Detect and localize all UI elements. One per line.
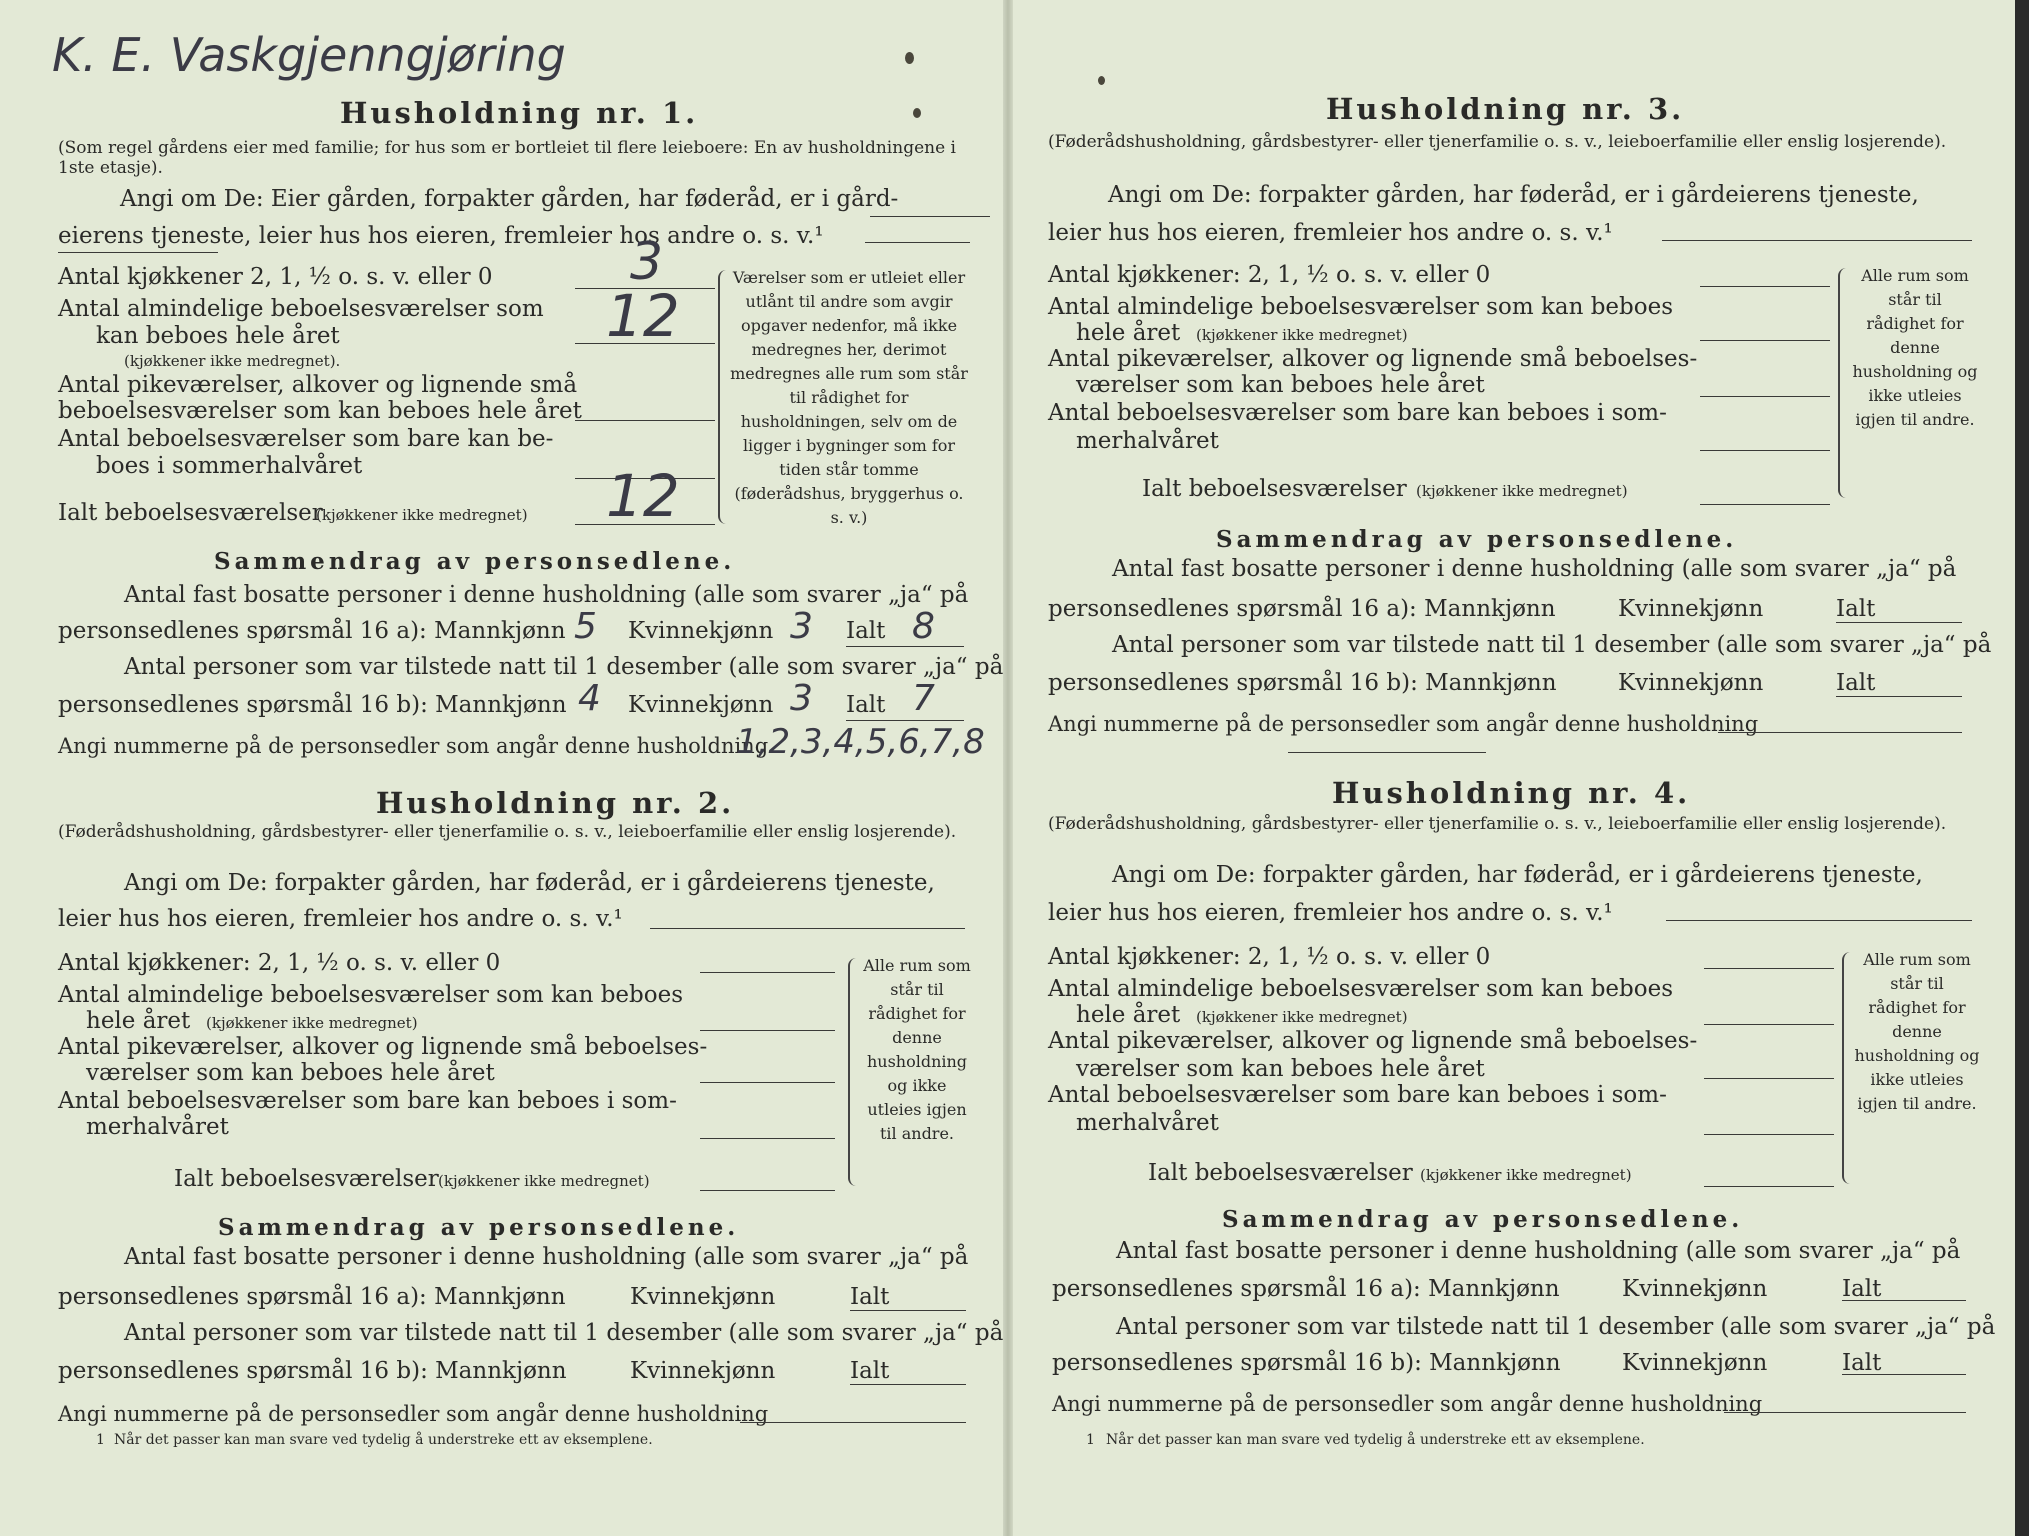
h2-fast-total-label: Ialt [850,1284,890,1310]
h3-present-female-label: Kvinnekjønn [1618,670,1764,696]
household-1-title: Husholdning nr. 1. [340,96,699,130]
h1-kitchens-label: Antal kjøkkener 2, 1, ½ o. s. v. eller 0 [58,264,493,290]
h1-side-note: Værelser som er utleiet eller utlånt til andre som avgir opgaver nedenfor, må ikke medregnes her, derimot medregnes alle rum som står til rådighet for husholdningen, selv om de ligger i bygninger som for tiden står tomme (føderådshus, bryggerhus o. s. v.) [730,268,968,527]
h3-total-label: Ialt beboelsesværelser [1142,476,1407,502]
h4-rooms-sub: (kjøkkener ikke medregnet) [1196,1008,1408,1026]
h1-summer-label-2: boes i sommerhalvåret [96,453,363,479]
h2-summary-title: Sammendrag av personsedlene. [218,1214,740,1241]
h1-present-line-2: personsedlenes spørsmål 16 b): Mannkjønn [58,692,567,718]
h3-rooms-line [1700,340,1830,341]
h1-total-sub: (kjøkkener ikke medregnet) [316,506,528,524]
h4-answer-line [1666,920,1972,921]
h2-rooms-label-1: Antal almindelige beboelsesværelser som kan beboes [58,982,684,1008]
household-2-intro: (Føderådshusholdning, gårdsbestyrer- eller tjenerfamilie o. s. v., leieboerfamilie eller enslig losjerende). [58,822,957,842]
h4-fast-total-label: Ialt [1842,1276,1882,1302]
h1-total-label: Ialt beboelsesværelser [58,500,323,526]
household-4-question-line-1: Angi om De: forpakter gården, har føderåd, er i gårdeierens tjeneste, [1112,862,1923,888]
brace [1842,952,1854,1184]
h3-rooms-label-2: hele året [1076,320,1181,346]
h4-rooms-line [1704,1024,1834,1025]
h1-present-total-line [846,720,964,721]
h3-kitchens-label: Antal kjøkkener: 2, 1, ½ o. s. v. eller 0 [1048,262,1491,288]
h3-summer-label-2: merhalvåret [1076,428,1219,454]
brace [1838,268,1850,498]
brace [718,270,730,524]
right-page [1012,0,2029,1536]
h4-rooms-label-1: Antal almindelige beboelsesværelser som kan beboes [1048,976,1674,1002]
h3-numbers-line [1718,732,1962,733]
h3-side-note: Alle rum som står til rådighet for denne husholdning og ikke utleies igjen til andre. [1852,266,1978,429]
household-1-intro: (Som regel gårdens eier med familie; for hus som er bortleiet til flere leieboere: En av husholdningene i 1ste etasje). [58,138,956,178]
underline-selected-answer [870,216,990,217]
household-2-question-line-1: Angi om De: forpakter gården, har føderåd, er i gårdeierens tjeneste, [124,870,935,896]
h4-small-rooms-label-2: værelser som kan beboes hele året [1076,1056,1485,1082]
h3-fast-line-1: Antal fast bosatte personer i denne husholdning (alle som svarer „ja“ på [1112,556,1957,582]
h3-present-line-2: personsedlenes spørsmål 16 b): Mannkjønn [1048,670,1557,696]
scan-edge [2015,0,2029,1536]
h3-small-rooms-line [1700,396,1830,397]
left-page [0,0,1005,1536]
h1-summer-label-1: Antal beboelsesværelser som bare kan be- [58,426,554,452]
h1-present-female-label: Kvinnekjønn [628,692,774,718]
h3-present-line-1: Antal personer som var tilstede natt til 1 desember (alle som svarer „ja“ på [1112,632,1992,658]
right-footnote: Når det passer kan man svare ved tydelig å understreke ett av eksemplene. [1106,1432,1645,1448]
h2-small-rooms-label-2: værelser som kan beboes hele året [86,1060,495,1086]
h2-present-total-label: Ialt [850,1358,890,1384]
h4-kitchens-label: Antal kjøkkener: 2, 1, ½ o. s. v. eller 0 [1048,944,1491,970]
h1-fast-female: 3 [790,606,813,647]
h2-fast-total-line [850,1310,966,1311]
h4-total-line [1704,1186,1834,1187]
household-4-question-line-2: leier hus hos eieren, fremleier hos andre o. s. v.¹ [1048,900,1613,926]
h1-present-male: 4 [578,678,601,719]
h2-kitchens-label: Antal kjøkkener: 2, 1, ½ o. s. v. eller 0 [58,950,501,976]
left-footnote: Når det passer kan man svare ved tydelig å understreke ett av eksemplene. [114,1432,653,1448]
h4-present-line-1: Antal personer som var tilstede natt til 1 desember (alle som svarer „ja“ på [1116,1314,1996,1340]
h2-numbers-label: Angi nummerne på de personsedler som angår denne husholdning [58,1402,769,1426]
h1-fast-total-line [846,646,964,647]
household-2-question-line-2: leier hus hos eieren, fremleier hos andre o. s. v.¹ [58,906,623,932]
brace [848,958,860,1186]
h4-present-total-label: Ialt [1842,1350,1882,1376]
h1-fast-total-label: Ialt [846,618,886,644]
h2-summer-line [700,1138,835,1139]
h1-fast-line-1: Antal fast bosatte personer i denne husholdning (alle som svarer „ja“ på [124,582,969,608]
h1-present-line-1: Antal personer som var tilstede natt til 1 desember (alle som svarer „ja“ på [124,654,1004,680]
h3-present-total-label: Ialt [1836,670,1876,696]
h2-small-rooms-label-1: Antal pikeværelser, alkover og lignende små beboelses- [58,1034,708,1060]
h3-small-rooms-label-1: Antal pikeværelser, alkover og lignende små beboelses- [1048,346,1698,372]
h1-kitchens-value: 3 [630,232,664,292]
h3-kitchens-line [1700,286,1830,287]
ink-spot [905,52,914,64]
ink-spot [913,108,921,118]
h1-fast-male: 5 [574,606,597,647]
h4-small-rooms-line [1704,1078,1834,1079]
h2-present-line-1: Antal personer som var tilstede natt til 1 desember (alle som svarer „ja“ på [124,1320,1004,1346]
h2-rooms-label-2: hele året [86,1008,191,1034]
h4-fast-female-label: Kvinnekjønn [1622,1276,1768,1302]
handwritten-annotation: K. E. Vaskgjenngjøring [52,28,566,82]
h3-fast-total-line [1836,622,1962,623]
h3-rooms-label-1: Antal almindelige beboelsesværelser som kan beboes [1048,294,1674,320]
h4-small-rooms-label-1: Antal pikeværelser, alkover og lignende små beboelses- [1048,1028,1698,1054]
h1-present-total: 7 [912,678,935,719]
h3-summary-title: Sammendrag av personsedlene. [1216,526,1738,553]
household-2-title: Husholdning nr. 2. [376,786,735,820]
h1-summary-title: Sammendrag av personsedlene. [214,548,736,575]
left-footnote-mark: 1 [96,1432,105,1448]
h1-rooms-label-2: kan beboes hele året [96,323,340,349]
ink-spot [1098,76,1105,85]
h2-present-line-2: personsedlenes spørsmål 16 b): Mannkjønn [58,1358,567,1384]
household-3-question-line-2: leier hus hos eieren, fremleier hos andre o. s. v.¹ [1048,220,1613,246]
h4-kitchens-line [1704,968,1834,969]
h4-present-female-label: Kvinnekjønn [1622,1350,1768,1376]
h1-fast-line-2: personsedlenes spørsmål 16 a): Mannkjønn [58,618,566,644]
h1-small-rooms-label-1: Antal pikeværelser, alkover og lignende små [58,372,578,398]
h2-rooms-line [700,1030,835,1031]
h2-present-female-label: Kvinnekjønn [630,1358,776,1384]
h2-total-sub: (kjøkkener ikke medregnet) [438,1172,650,1190]
h4-summer-label-2: merhalvåret [1076,1110,1219,1136]
h3-rooms-sub: (kjøkkener ikke medregnet) [1196,326,1408,344]
answer-line [865,242,970,243]
h4-present-total-line [1842,1374,1966,1375]
h3-fast-line-2: personsedlenes spørsmål 16 a): Mannkjønn [1048,596,1556,622]
h4-total-sub: (kjøkkener ikke medregnet) [1420,1166,1632,1184]
household-1-question-line-1: Angi om De: Eier gården, forpakter gården, har føderåd, er i gård- [120,186,899,212]
h4-numbers-label: Angi nummerne på de personsedler som angår denne husholdning [1052,1392,1763,1416]
h2-small-rooms-line [700,1082,835,1083]
h3-fast-total-label: Ialt [1836,596,1876,622]
household-3-question-line-1: Angi om De: forpakter gården, har føderåd, er i gårdeierens tjeneste, [1108,182,1919,208]
h4-rooms-label-2: hele året [1076,1002,1181,1028]
h1-fast-total: 8 [912,606,935,647]
h4-fast-total-line [1842,1300,1966,1301]
h4-summer-label-1: Antal beboelsesværelser som bare kan beboes i som- [1048,1082,1667,1108]
h2-fast-female-label: Kvinnekjønn [630,1284,776,1310]
underline-selected-answer [58,252,218,253]
household-3-title: Husholdning nr. 3. [1326,92,1685,126]
h2-fast-line-1: Antal fast bosatte personer i denne husholdning (alle som svarer „ja“ på [124,1244,969,1270]
h4-fast-line-1: Antal fast bosatte personer i denne husholdning (alle som svarer „ja“ på [1116,1238,1961,1264]
h3-numbers-label: Angi nummerne på de personsedler som angår denne husholdning [1048,712,1759,736]
h2-total-label: Ialt beboelsesværelser [174,1166,439,1192]
household-4-intro: (Føderådshusholdning, gårdsbestyrer- eller tjenerfamilie o. s. v., leieboerfamilie eller enslig losjerende). [1048,814,1947,834]
h3-total-sub: (kjøkkener ikke medregnet) [1416,482,1628,500]
section-divider [1288,752,1486,753]
h1-numbers-value: 1,2,3,4,5,6,7,8 [736,722,985,762]
household-4-title: Husholdning nr. 4. [1332,776,1691,810]
h4-summary-title: Sammendrag av personsedlene. [1222,1206,1744,1233]
household-3-intro: (Føderådshusholdning, gårdsbestyrer- eller tjenerfamilie o. s. v., leieboerfamilie eller enslig losjerende). [1048,132,1947,152]
household-1-question-line-2: eierens tjeneste, leier hus hos eieren, fremleier hos andre o. s. v.¹ [58,223,824,249]
h1-small-rooms-line [575,420,715,421]
h3-summer-label-1: Antal beboelsesværelser som bare kan beboes i som- [1048,400,1667,426]
h3-present-total-line [1836,696,1962,697]
h3-total-line [1700,504,1830,505]
h2-total-line [700,1190,835,1191]
h4-numbers-line [1724,1412,1966,1413]
h1-numbers-label: Angi nummerne på de personsedler som angår denne husholdning [58,734,769,758]
h1-rooms-value: 12 [606,282,680,350]
h1-fast-female-label: Kvinnekjønn [628,618,774,644]
h1-rooms-sub: (kjøkkener ikke medregnet). [124,352,341,370]
h4-fast-line-2: personsedlenes spørsmål 16 a): Mannkjønn [1052,1276,1560,1302]
h2-rooms-sub: (kjøkkener ikke medregnet) [206,1014,418,1032]
h4-summer-line [1704,1134,1834,1135]
h2-numbers-line [740,1422,966,1423]
h4-side-note: Alle rum som står til rådighet for denne husholdning og ikke utleies igjen til andre. [1854,950,1980,1113]
h3-fast-female-label: Kvinnekjønn [1618,596,1764,622]
h2-side-note: Alle rum som står til rådighet for denne husholdning og ikke utleies igjen til andre. [863,956,971,1143]
h3-summer-line [1700,450,1830,451]
h1-small-rooms-label-2: beboelsesværelser som kan beboes hele året [58,398,582,424]
right-footnote-mark: 1 [1086,1432,1095,1448]
h3-small-rooms-label-2: værelser som kan beboes hele året [1076,372,1485,398]
h1-rooms-label-1: Antal almindelige beboelsesværelser som [58,296,544,322]
h4-present-line-2: personsedlenes spørsmål 16 b): Mannkjønn [1052,1350,1561,1376]
h2-kitchens-line [700,972,835,973]
h2-present-total-line [850,1384,966,1385]
h2-fast-line-2: personsedlenes spørsmål 16 a): Mannkjønn [58,1284,566,1310]
h2-answer-line [650,928,965,929]
h4-total-label: Ialt beboelsesværelser [1148,1160,1413,1186]
h1-present-total-label: Ialt [846,692,886,718]
h1-total-value: 12 [606,462,680,530]
h1-present-female: 3 [790,678,813,719]
h2-summer-label-1: Antal beboelsesværelser som bare kan beboes i som- [58,1088,677,1114]
h2-summer-label-2: merhalvåret [86,1114,229,1140]
h3-answer-line [1662,240,1972,241]
